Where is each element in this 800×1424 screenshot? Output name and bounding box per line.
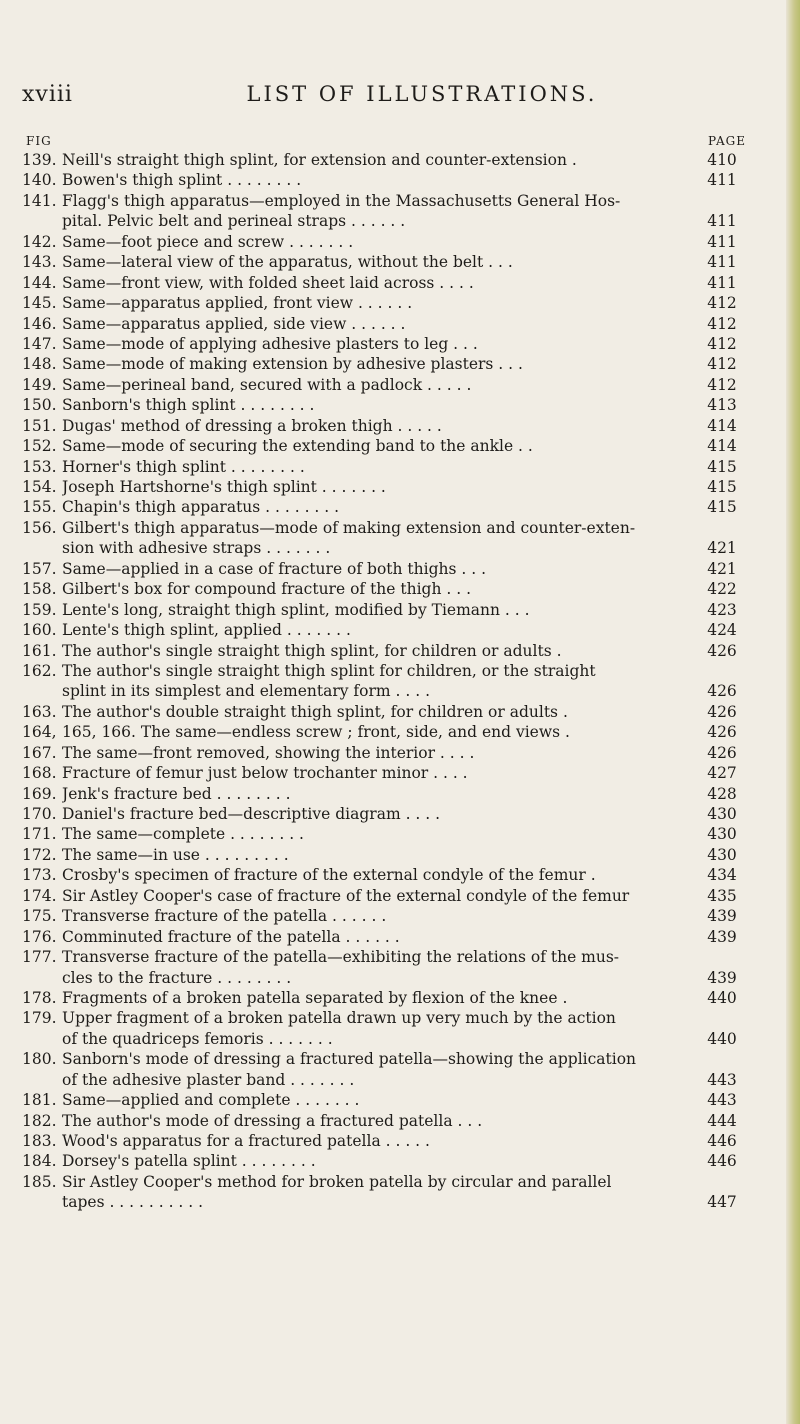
- entry-line: [22, 947, 742, 967]
- figure-number: 154.: [22, 478, 57, 496]
- list-item: [22, 784, 742, 804]
- entry-text: Comminuted fracture of the patella . . . . . .: [62, 927, 400, 946]
- figure-number: 148.: [22, 355, 57, 374]
- page-number: 443: [707, 1091, 737, 1110]
- page-number: 421: [707, 539, 737, 558]
- page-number: 414: [707, 437, 737, 456]
- page-number: 444: [707, 1111, 737, 1130]
- list-item: [22, 661, 742, 702]
- entry-text: Transverse fracture of the patella . . . . . .: [62, 907, 387, 926]
- entry-line: [22, 1049, 742, 1069]
- entry-text: cles to the fracture . . . . . . . .: [62, 968, 292, 987]
- figure-number: 184.: [22, 1152, 57, 1171]
- figure-number: 164,: [22, 723, 57, 742]
- list-item: [22, 497, 742, 517]
- entry-line: [22, 763, 742, 783]
- page-number: 426: [707, 682, 737, 701]
- entry-text: 165, 166. The same—endless screw ; front, side, and end views .: [62, 723, 570, 742]
- entry-text: Same—lateral view of the apparatus, without the belt . . .: [62, 253, 513, 272]
- entry-text: Upper fragment of a broken patella drawn up very much by the action: [62, 1009, 616, 1028]
- entry-line: [22, 293, 742, 313]
- page-folio: xviii: [22, 82, 73, 107]
- page-number: 430: [707, 805, 737, 823]
- list-item: [22, 641, 742, 661]
- figure-number: 177.: [22, 948, 57, 967]
- list-item: [22, 988, 742, 1008]
- page-number: 430: [707, 825, 737, 844]
- page-column-label: PAGE: [708, 134, 746, 148]
- entry-text: The author's double straight thigh splint, for children or adults .: [62, 702, 568, 721]
- entry-line: [22, 436, 742, 456]
- entry-line: [22, 579, 742, 599]
- figure-number: 157.: [22, 559, 57, 578]
- figure-number: 151.: [22, 416, 57, 435]
- illustrations-list: [22, 150, 742, 1213]
- list-item: [22, 477, 742, 497]
- figure-number: 139.: [22, 151, 57, 169]
- entry-line: [22, 600, 742, 620]
- page-number: 414: [707, 416, 737, 435]
- figure-number: 170.: [22, 805, 57, 823]
- entry-line: [22, 1172, 742, 1192]
- entry-text: Same—applied in a case of fracture of both thighs . . .: [62, 559, 487, 578]
- list-item: [22, 1090, 742, 1110]
- entry-line: [22, 968, 742, 988]
- entry-line: [22, 150, 742, 170]
- page-number: 443: [707, 1070, 737, 1089]
- page-edge: [786, 0, 800, 1424]
- list-item: [22, 354, 742, 374]
- running-title: LIST OF ILLUSTRATIONS.: [246, 82, 598, 106]
- entry-text: Same—applied and complete . . . . . . .: [62, 1091, 360, 1110]
- page-number: 412: [707, 334, 737, 353]
- list-item: [22, 906, 742, 926]
- entry-line: [22, 1192, 742, 1212]
- figure-number: 173.: [22, 866, 57, 885]
- page-number: 427: [707, 764, 737, 783]
- entry-text: Same—apparatus applied, side view . . . . . .: [62, 314, 406, 333]
- page-number: 426: [707, 743, 737, 762]
- list-item: [22, 824, 742, 844]
- list-item: [22, 743, 742, 763]
- entry-line: [22, 988, 742, 1008]
- entry-text: Sanborn's mode of dressing a fractured patella—showing the application: [62, 1050, 637, 1069]
- page-number: 430: [707, 845, 737, 864]
- entry-text: Lente's long, straight thigh splint, modified by Tiemann . . .: [62, 600, 530, 619]
- page-number: 413: [707, 396, 737, 415]
- entry-text: Transverse fracture of the patella—exhibiting the relations of the mus-: [62, 948, 620, 967]
- entry-text: Same—front view, with folded sheet laid across . . . .: [62, 273, 474, 292]
- entry-text: The same—in use . . . . . . . . .: [62, 845, 289, 864]
- entry-line: [22, 1029, 742, 1049]
- figure-number: 140.: [22, 171, 57, 190]
- entry-text: Fracture of femur just below trochanter minor . . . .: [62, 764, 468, 783]
- entry-line: [22, 395, 742, 415]
- fig-column-label: FIG: [26, 134, 52, 148]
- entry-text: Same—mode of securing the extending band to the ankle . .: [62, 437, 533, 456]
- list-item: [22, 620, 742, 640]
- page-number: 421: [707, 559, 737, 578]
- figure-number: 182.: [22, 1111, 57, 1130]
- figure-number: 153.: [22, 457, 57, 476]
- figure-number: 143.: [22, 253, 57, 272]
- page-number: 423: [707, 600, 737, 619]
- page-number: 424: [707, 621, 737, 640]
- figure-number: 180.: [22, 1050, 57, 1069]
- entry-text: Joseph Hartshorne's thigh splint . . . . . . .: [62, 478, 386, 496]
- list-item: [22, 457, 742, 477]
- entry-text: Jenk's fracture bed . . . . . . . .: [62, 784, 291, 803]
- page-number: 435: [707, 886, 737, 905]
- figure-number: 169.: [22, 784, 57, 803]
- page-number: 412: [707, 355, 737, 374]
- entry-line: [22, 804, 742, 824]
- entry-line: [22, 1151, 742, 1171]
- entry-line: [22, 1131, 742, 1151]
- figure-number: 152.: [22, 437, 57, 456]
- entry-text: The author's single straight thigh splint for children, or the straight: [62, 661, 596, 680]
- entry-line: [22, 1111, 742, 1131]
- list-item: [22, 436, 742, 456]
- list-item: [22, 191, 742, 232]
- entry-text: Lente's thigh splint, applied . . . . . . .: [62, 621, 351, 640]
- entry-line: [22, 232, 742, 252]
- entry-text: Sir Astley Cooper's method for broken patella by circular and parallel: [62, 1172, 612, 1191]
- figure-number: 185.: [22, 1172, 57, 1191]
- entry-text: Bowen's thigh splint . . . . . . . .: [62, 171, 302, 190]
- list-item: [22, 416, 742, 436]
- entry-text: Sir Astley Cooper's case of fracture of the external condyle of the femur: [62, 886, 630, 905]
- page-number: 411: [707, 273, 737, 292]
- entry-text: Daniel's fracture bed—descriptive diagram . . . .: [62, 805, 441, 823]
- entry-line: [22, 620, 742, 640]
- entry-line: [22, 252, 742, 272]
- page-number: 426: [707, 702, 737, 721]
- entry-text: Gilbert's thigh apparatus—mode of making extension and counter-exten-: [62, 518, 636, 537]
- list-item: [22, 314, 742, 334]
- entry-line: [22, 375, 742, 395]
- page-number: 428: [707, 784, 737, 803]
- page-number: 415: [707, 478, 737, 496]
- entry-text: Dugas' method of dressing a broken thigh . . . . .: [62, 416, 442, 435]
- list-item: [22, 375, 742, 395]
- list-item: [22, 600, 742, 620]
- entry-text: Same—mode of applying adhesive plasters to leg . . .: [62, 334, 478, 353]
- list-item: [22, 886, 742, 906]
- entry-text: The author's mode of dressing a fractured patella . . .: [62, 1111, 483, 1130]
- entry-line: [22, 641, 742, 661]
- entry-line: [22, 191, 742, 211]
- page-number: 446: [707, 1132, 737, 1150]
- page-number: 412: [707, 314, 737, 333]
- page-number: 439: [707, 968, 737, 987]
- page-number: 411: [707, 212, 737, 231]
- figure-number: 150.: [22, 396, 57, 415]
- figure-number: 145.: [22, 294, 57, 313]
- figure-number: 171.: [22, 825, 57, 844]
- entry-text: Neill's straight thigh splint, for extension and counter-extension .: [62, 151, 577, 169]
- page-number: 411: [707, 232, 737, 251]
- list-item: [22, 927, 742, 947]
- entry-line: [22, 927, 742, 947]
- entry-line: [22, 354, 742, 374]
- list-item: [22, 1008, 742, 1049]
- entry-line: [22, 906, 742, 926]
- figure-number: 163.: [22, 702, 57, 721]
- entry-text: Sanborn's thigh splint . . . . . . . .: [62, 396, 315, 415]
- figure-number: 149.: [22, 375, 57, 394]
- page-number: 415: [707, 457, 737, 476]
- entry-line: [22, 702, 742, 722]
- entry-line: [22, 886, 742, 906]
- page-number: 440: [707, 988, 737, 1007]
- entry-text: Same—mode of making extension by adhesive plasters . . .: [62, 355, 523, 374]
- page-number: 426: [707, 641, 737, 660]
- entry-text: Chapin's thigh apparatus . . . . . . . .: [62, 498, 340, 517]
- entry-line: [22, 538, 742, 558]
- entry-line: [22, 559, 742, 579]
- entry-line: [22, 416, 742, 436]
- page-number: 411: [707, 171, 737, 190]
- figure-number: 156.: [22, 518, 57, 537]
- entry-line: [22, 743, 742, 763]
- entry-text: Gilbert's box for compound fracture of the thigh . . .: [62, 580, 472, 599]
- entry-line: [22, 1090, 742, 1110]
- page-number: 447: [707, 1193, 737, 1212]
- list-item: [22, 170, 742, 190]
- entry-text: The same—front removed, showing the interior . . . .: [62, 743, 475, 762]
- list-item: [22, 804, 742, 824]
- entry-line: [22, 845, 742, 865]
- entry-line: [22, 170, 742, 190]
- figure-number: 181.: [22, 1091, 57, 1110]
- figure-number: 158.: [22, 580, 57, 599]
- page-number: 412: [707, 294, 737, 313]
- figure-number: 144.: [22, 273, 57, 292]
- entry-text: The author's single straight thigh splint, for children or adults .: [62, 641, 562, 660]
- list-item: [22, 252, 742, 272]
- entry-line: [22, 273, 742, 293]
- entry-line: [22, 211, 742, 231]
- figure-number: 174.: [22, 886, 57, 905]
- list-item: [22, 232, 742, 252]
- list-item: [22, 845, 742, 865]
- list-item: [22, 1111, 742, 1131]
- page-number: 422: [707, 580, 737, 599]
- page-number: 412: [707, 375, 737, 394]
- figure-number: 146.: [22, 314, 57, 333]
- figure-number: 175.: [22, 907, 57, 926]
- list-item: [22, 518, 742, 559]
- entry-text: splint in its simplest and elementary form . . . .: [62, 682, 431, 701]
- entry-line: [22, 1008, 742, 1028]
- figure-number: 159.: [22, 600, 57, 619]
- list-item: [22, 150, 742, 170]
- entry-text: of the adhesive plaster band . . . . . . .: [62, 1070, 355, 1089]
- entry-line: [22, 457, 742, 477]
- entry-text: Wood's apparatus for a fractured patella . . . . .: [62, 1132, 430, 1150]
- list-item: [22, 395, 742, 415]
- figure-number: 179.: [22, 1009, 57, 1028]
- entry-text: The same—complete . . . . . . . .: [62, 825, 304, 844]
- entry-text: Fragments of a broken patella separated by flexion of the knee .: [62, 988, 568, 1007]
- list-item: [22, 334, 742, 354]
- list-item: [22, 579, 742, 599]
- page-number: 411: [707, 253, 737, 272]
- list-item: [22, 273, 742, 293]
- list-item: [22, 1049, 742, 1090]
- page-number: 410: [707, 151, 737, 169]
- entry-text: pital. Pelvic belt and perineal straps . . . . . .: [62, 212, 406, 231]
- entry-line: [22, 661, 742, 681]
- list-item: [22, 559, 742, 579]
- entry-line: [22, 681, 742, 701]
- page-number: 426: [707, 723, 737, 742]
- entry-line: [22, 824, 742, 844]
- entry-line: [22, 477, 742, 497]
- entry-text: Same—apparatus applied, front view . . . . . .: [62, 294, 413, 313]
- list-item: [22, 1151, 742, 1171]
- entry-line: [22, 334, 742, 354]
- entry-text: Same—perineal band, secured with a padlock . . . . .: [62, 375, 472, 394]
- figure-number: 178.: [22, 988, 57, 1007]
- entry-text: Dorsey's patella splint . . . . . . . .: [62, 1152, 316, 1171]
- list-item: [22, 763, 742, 783]
- list-item: [22, 293, 742, 313]
- entry-text: Crosby's specimen of fracture of the external condyle of the femur .: [62, 866, 596, 885]
- entry-line: [22, 497, 742, 517]
- figure-number: 155.: [22, 498, 57, 517]
- list-item: [22, 865, 742, 885]
- figure-number: 167.: [22, 743, 57, 762]
- page-number: 434: [707, 866, 737, 885]
- entry-line: [22, 865, 742, 885]
- entry-text: sion with adhesive straps . . . . . . .: [62, 539, 331, 558]
- page-number: 439: [707, 927, 737, 946]
- figure-number: 183.: [22, 1132, 57, 1150]
- figure-number: 172.: [22, 845, 57, 864]
- entry-line: [22, 518, 742, 538]
- figure-number: 147.: [22, 334, 57, 353]
- figure-number: 176.: [22, 927, 57, 946]
- entry-text: Flagg's thigh apparatus—employed in the Massachusetts General Hos-: [62, 191, 621, 210]
- list-item: [22, 947, 742, 988]
- figure-number: 160.: [22, 621, 57, 640]
- list-item: [22, 702, 742, 722]
- entry-text: tapes . . . . . . . . . .: [62, 1193, 204, 1212]
- list-item: [22, 1131, 742, 1151]
- figure-number: 161.: [22, 641, 57, 660]
- entry-line: [22, 1070, 742, 1090]
- list-item: [22, 1172, 742, 1213]
- entry-line: [22, 722, 742, 742]
- figure-number: 141.: [22, 191, 57, 210]
- figure-number: 162.: [22, 661, 57, 680]
- entry-text: Same—foot piece and screw . . . . . . .: [62, 232, 354, 251]
- entry-line: [22, 784, 742, 804]
- figure-number: 168.: [22, 764, 57, 783]
- entry-text: Horner's thigh splint . . . . . . . .: [62, 457, 305, 476]
- list-item: [22, 722, 742, 742]
- figure-number: 142.: [22, 232, 57, 251]
- page-header: [22, 82, 762, 112]
- page-number: 439: [707, 907, 737, 926]
- page-number: 415: [707, 498, 737, 517]
- page-number: 446: [707, 1152, 737, 1171]
- entry-line: [22, 314, 742, 334]
- page-number: 440: [707, 1029, 737, 1048]
- entry-text: of the quadriceps femoris . . . . . . .: [62, 1029, 333, 1048]
